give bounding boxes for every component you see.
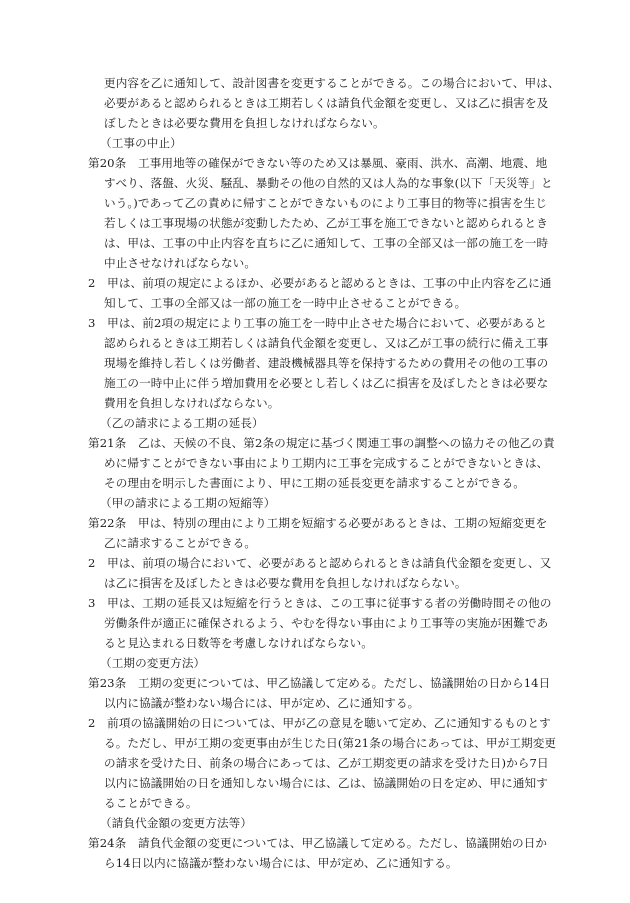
- paragraph-line: 3 甲は、工期の延長又は短縮を行うときは、この工事に従事する者の労働時間その他の: [88, 596, 552, 610]
- text-line: 乙に請求することができる。: [104, 536, 257, 550]
- text-line: その理由を明示した書面により、甲に工期の延長変更を請求することができる。: [104, 476, 525, 490]
- text-line: は乙に損害を及ぼしたときは必要な費用を負担しなければならない。: [104, 576, 467, 590]
- section-heading: （工期の変更方法）: [100, 656, 206, 670]
- text-line: 施工の一時中止に伴う増加費用を必要とし若しくは乙に損害を及ぼしたときは必要な: [104, 376, 549, 390]
- text-line: めに帰すことができない事由により工期内に工事を完成することができないときは、: [104, 456, 549, 470]
- paragraph-line: 2 甲は、前項の場合において、必要があると認められるときは請負代金額を変更し、又: [88, 556, 552, 570]
- text-line: は、甲は、工事の中止内容を直ちに乙に通知して、工事の全部又は一部の施工を一時: [104, 236, 549, 250]
- article-line: 第20条 工事用地等の確保ができない等のため又は暴風、豪雨、洪水、高潮、地震、地: [88, 156, 548, 170]
- text-line: 労働条件が適正に確保されるよう、やむを得ない事由により工事等の実施が困難であ: [104, 616, 549, 630]
- text-line: 費用を負担しなければならない。: [104, 396, 280, 410]
- paragraph-line: 2 前項の協議開始の日については、甲が乙の意見を聴いて定め、乙に通知するものとす: [88, 716, 551, 730]
- text-line: 若しくは工事現場の状態が変動したため、乙が工事を施工できないと認められるとき: [104, 216, 548, 230]
- text-line: の請求を受けた日、前条の場合にあっては、乙が工期変更の請求を受けた日)から7日: [104, 756, 549, 770]
- text-line: 必要があると認められるときは工期若しくは請負代金額を変更し、又は乙に損害を及: [104, 96, 549, 110]
- text-line: 知して、工事の全部又は一部の施工を一時中止させることができる。: [104, 296, 467, 310]
- text-line: ると見込まれる日数等を考慮しなければならない。: [104, 636, 373, 650]
- text-line: 以内に協議が整わない場合には、甲が定め、乙に通知する。: [104, 696, 420, 710]
- article-line: 第21条 乙は、天候の不良、第2条の規定に基づく関連工事の調整への協力その他乙の責: [88, 436, 555, 450]
- text-line: 認められるときは工期若しくは請負代金額を変更し、又は乙が工事の続行に備え工事: [104, 336, 549, 350]
- section-heading: （工事の中止）: [100, 136, 182, 150]
- text-line: ることができる。: [104, 796, 198, 810]
- text-line: 更内容を乙に通知して、設計図書を変更することができる。この場合において、甲は、: [104, 76, 560, 90]
- text-line: ぼしたときは必要な費用を負担しなければならない。: [104, 116, 385, 130]
- text-line: 中止させなければならない。: [104, 256, 257, 270]
- text-line: ら14日以内に協議が整わない場合には、甲が定め、乙に通知する。: [104, 856, 458, 870]
- paragraph-line: 2 甲は、前項の規定によるほか、必要があると認めるときは、工事の中止内容を乙に通: [88, 276, 552, 290]
- article-line: 第23条 工期の変更については、甲乙協議して定める。ただし、協議開始の日から14日: [88, 676, 551, 690]
- section-heading: （請負代金額の変更方法等）: [100, 816, 253, 830]
- paragraph-line: 3 甲は、前2項の規定により工事の施工を一時中止させた場合において、必要があると: [88, 316, 548, 330]
- section-heading: （甲の請求による工期の短縮等）: [100, 496, 276, 510]
- text-line: すべり、落盤、火災、騒乱、暴動その他の自然的又は人為的な事象(以下「天災等」と: [104, 176, 553, 190]
- text-line: いう。)であって乙の責めに帰すことができないものにより工事目的物等に損害を生じ: [104, 196, 548, 210]
- article-line: 第24条 請負代金額の変更については、甲乙協議して定める。ただし、協議開始の日か: [88, 836, 548, 850]
- article-line: 第22条 甲は、特別の理由により工期を短縮する必要があるときは、工期の短縮変更を: [88, 516, 548, 530]
- text-line: 現場を維持し若しくは労働者、建設機械器具等を保持するための費用その他の工事の: [104, 356, 549, 370]
- section-heading: （乙の請求による工期の延長）: [100, 416, 264, 430]
- text-line: る。ただし、甲が工期の変更事由が生じた日(第21条の場合にあっては、甲が工期変更: [104, 736, 557, 750]
- text-line: 以内に協議開始の日を通知しない場合には、乙は、協議開始の日を定め、甲に通知す: [104, 776, 548, 790]
